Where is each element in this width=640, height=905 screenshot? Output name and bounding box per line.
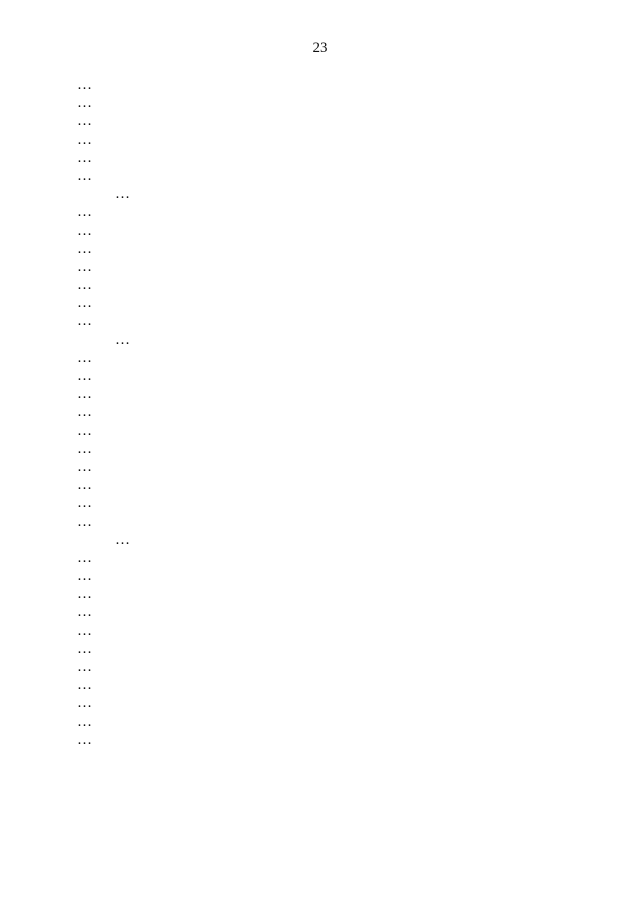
text-line: … (77, 495, 92, 512)
text-line: … (77, 222, 92, 239)
text-line: … (77, 513, 92, 530)
text-line: … (77, 477, 92, 494)
text-line: … (77, 240, 92, 257)
text-line: … (77, 422, 92, 439)
text-line: … (77, 440, 92, 457)
text-line: … (77, 404, 92, 421)
text-line: … (77, 695, 92, 712)
text-line: … (77, 131, 92, 148)
paragraph (77, 185, 563, 331)
text-line: … (77, 622, 92, 639)
text-line: … (77, 604, 92, 621)
text-line: … (77, 659, 92, 675)
text-line: … (77, 349, 92, 366)
text-line: … (77, 277, 92, 294)
body-text (77, 76, 563, 749)
paragraph (77, 531, 563, 749)
text-line: … (115, 186, 130, 203)
text-line: … (77, 77, 92, 93)
text-line: … (77, 568, 92, 585)
text-line: … (77, 167, 92, 184)
text-line: … (77, 458, 92, 475)
text-line: … (77, 204, 92, 221)
text-line: … (77, 386, 92, 403)
text-line: … (77, 313, 92, 330)
text-line: … (77, 586, 92, 603)
text-line: … (77, 295, 92, 312)
text-line: … (77, 113, 92, 130)
text-line: … (77, 258, 92, 275)
paragraph (77, 331, 563, 531)
text-line: … (77, 149, 92, 166)
text-line: … (77, 549, 92, 566)
paragraph (77, 76, 563, 185)
text-line: … (77, 95, 92, 112)
text-line: … (77, 713, 92, 730)
text-line: … (77, 640, 92, 657)
text-line: … (115, 531, 130, 548)
text-line: … (115, 331, 130, 348)
text-line: … (77, 731, 92, 748)
text-line: … (77, 368, 92, 384)
text-line: … (77, 677, 92, 694)
page-number: 23 (312, 40, 328, 56)
